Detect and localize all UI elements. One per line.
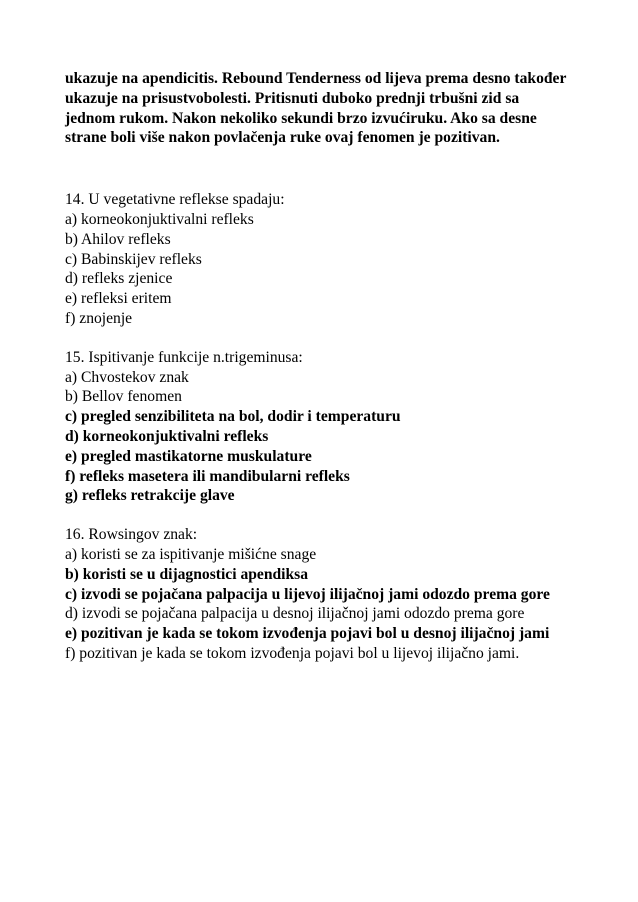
question-title: 15. Ispitivanje funkcije n.trigeminusa: [65,348,303,366]
question-14 [65,190,585,329]
intro-line: jednom rukom. Nakon nekoliko sekundi brzo izvućiruku. Ako sa desne [65,109,537,127]
answer-option-correct: c) pregled senzibiliteta na bol, dodir i temperaturu [65,408,401,426]
answer-option: a) korneokonjuktivalni refleks [65,210,254,228]
answer-option: c) Babinskijev refleks [65,250,202,268]
answer-option: b) Bellov fenomen [65,388,182,406]
answer-option-correct: f) refleks masetera ili mandibularni refleks [65,467,350,485]
answer-option-correct: e) pregled mastikatorne muskulature [65,447,312,465]
answer-option: f) znojenje [65,309,133,327]
question-15 [65,348,585,506]
intro-line: strane boli više nakon povlačenja ruke ovaj fenomen je pozitivan. [65,129,500,147]
intro-paragraph [65,69,585,148]
question-title: 16. Rowsingov znak: [65,526,198,544]
answer-option: d) izvodi se pojačana palpacija u desnoj ilijačnoj jami odozdo prema gore [65,605,525,623]
answer-option: b) Ahilov refleks [65,230,171,248]
answer-option-correct: d) korneokonjuktivalni refleks [65,427,269,445]
answer-option: a) koristi se za ispitivanje mišićne snage [65,545,317,563]
answer-option: a) Chvostekov znak [65,368,189,386]
intro-line: ukazuje na prisustvobolesti. Pritisnuti duboko prednji trbušni zid sa [65,89,520,107]
document-page [65,69,585,683]
answer-option: d) refleks zjenice [65,270,173,288]
answer-option: f) pozitivan je kada se tokom izvođenja pojavi bol u lijevoj ilijačno jami. [65,644,520,662]
answer-option: e) refleksi eritem [65,290,172,308]
answer-option-correct: b) koristi se u dijagnostici apendiksa [65,565,309,583]
intro-line: ukazuje na apendicitis. Rebound Tenderness od lijeva prema desno također [65,70,567,87]
answer-option-correct: e) pozitivan je kada se tokom izvođenja pojavi bol u desnoj ilijačnoj jami [65,625,550,643]
question-title: 14. U vegetativne reflekse spadaju: [65,191,285,209]
answer-option-correct: c) izvodi se pojačana palpacija u lijevoj ilijačnoj jami odozdo prema gore [65,585,550,603]
answer-option-correct: g) refleks retrakcije glave [65,487,235,505]
question-16 [65,525,585,664]
